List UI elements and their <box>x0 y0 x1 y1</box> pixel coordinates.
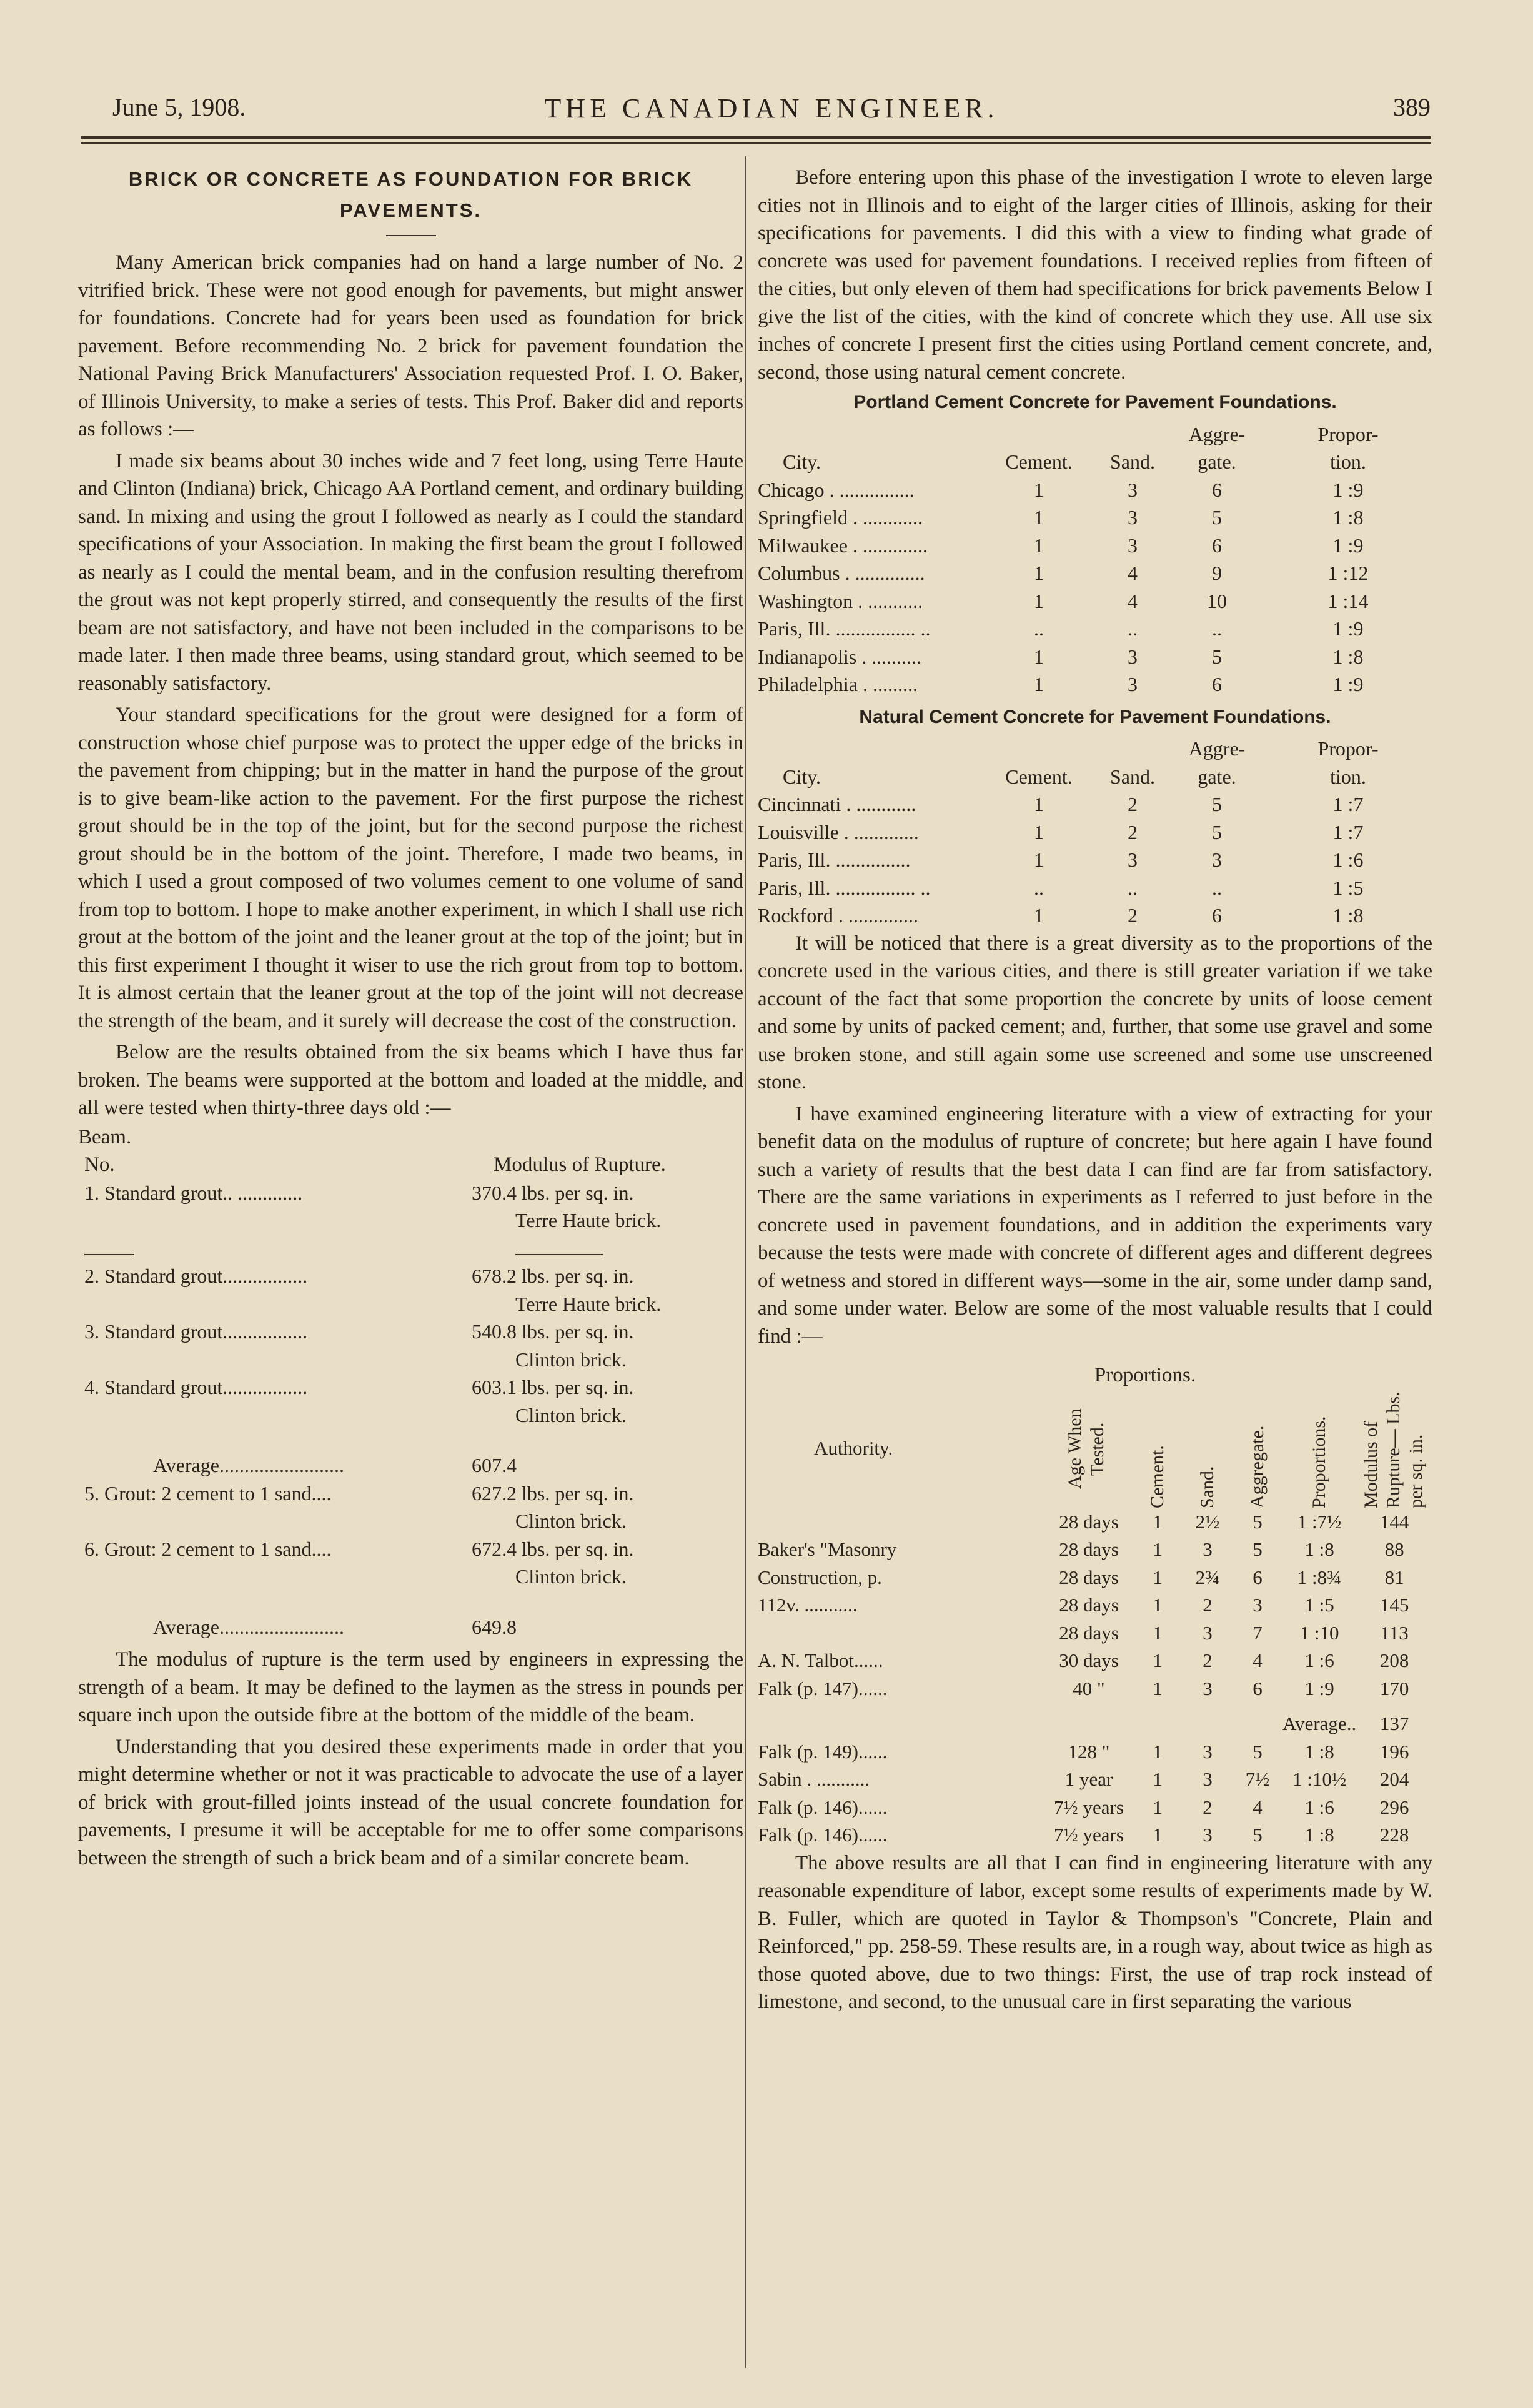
cell-value: 28 days <box>1059 1621 1119 1644</box>
cell-value: 128 " <box>1068 1740 1110 1763</box>
cell-value: 1 <box>1034 904 1044 927</box>
cell-value: 1 <box>1153 1621 1163 1644</box>
row-label: Philadelphia . ......... <box>758 673 918 695</box>
col-head-rot: Age When Tested. <box>1064 1408 1108 1489</box>
cell-value: 1 :5 <box>1332 876 1364 899</box>
beam-value: 678.2 lbs. per sq. in. <box>472 1265 634 1287</box>
table-row <box>758 1794 1432 1822</box>
col-head: tion. <box>1330 765 1366 788</box>
cell-value: 5 <box>1253 1538 1263 1560</box>
table-row <box>758 670 1432 699</box>
cell-value: 1 :7½ <box>1297 1510 1342 1533</box>
beam-table-1 <box>78 1179 743 1641</box>
cell-value: 1 :9 <box>1332 478 1364 501</box>
beam-brick: Clinton brick. <box>515 1403 627 1426</box>
table-row <box>758 1821 1432 1849</box>
col-head-city: City. <box>783 765 821 788</box>
cell-value: 3 <box>1203 1768 1213 1790</box>
cell-value: 7½ years <box>1054 1796 1124 1818</box>
table-row <box>758 1766 1432 1794</box>
cell-value: 113 <box>1380 1621 1409 1644</box>
page-number: 389 <box>1393 93 1431 121</box>
beam-results <box>78 1123 743 1641</box>
journal-title: THE CANADIAN ENGINEER. <box>544 93 999 124</box>
cell-value: 5 <box>1212 793 1222 815</box>
cell-value: 2 <box>1128 904 1138 927</box>
row-label: Paris, Ill. ................ .. <box>758 617 931 640</box>
cell-value: 1 :8 <box>1332 506 1364 529</box>
table-row <box>758 902 1432 930</box>
cell-value: 6 <box>1212 904 1222 927</box>
average-label: Average......................... <box>153 1615 344 1638</box>
cell-value: 1 :9 <box>1332 673 1364 695</box>
paragraph-8: It will be noticed that there is a great diversity as to the proportions of the concrete used in the various cities, and there is still greater variation if we take account of the fact that some proportion the concrete by units of loose cement and some by units of packed cement; and, further, that some use gravel and some use broken stone, and still again some use screened and some use unscreened stone. <box>758 932 1432 1093</box>
cell-value: 5 <box>1253 1740 1263 1763</box>
cell-value: 3 <box>1128 848 1138 871</box>
cell-value: 28 days <box>1059 1510 1119 1533</box>
row-label: Construction, p. <box>758 1566 882 1588</box>
row-label: Milwaukee . ............. <box>758 534 928 557</box>
cell-value: 5 <box>1212 820 1222 843</box>
cell-value: 4 <box>1128 589 1138 612</box>
cell-value: 7½ years <box>1054 1824 1124 1846</box>
col-head-authority: Authority. <box>814 1437 893 1460</box>
row-label: Sabin . ........... <box>758 1768 870 1790</box>
cell-value: 28 days <box>1059 1538 1119 1560</box>
cell-value: .. <box>1128 617 1138 640</box>
cell-value: 28 days <box>1059 1594 1119 1616</box>
col-head: Cement. <box>1005 765 1073 788</box>
cell-value: 2 <box>1203 1649 1213 1671</box>
col-head-top: Aggre- <box>1188 737 1246 760</box>
modulus-table <box>758 1390 1432 1849</box>
cell-value: 170 <box>1379 1677 1409 1699</box>
col-head: Sand. <box>1110 450 1155 473</box>
cell-value: 1 <box>1034 645 1044 668</box>
cell-value: 7 <box>1253 1621 1263 1644</box>
col-head-rot: Proportions. <box>1309 1415 1330 1508</box>
beam-head-3: Modulus of Rupture. <box>494 1153 666 1176</box>
beam-brick: Clinton brick. <box>515 1348 627 1371</box>
article-headline: BRICK OR CONCRETE AS FOUNDATION FOR BRICK PAVEMENTS. <box>128 168 693 221</box>
table-row <box>758 1564 1432 1592</box>
cell-value: 6 <box>1212 673 1222 695</box>
cell-value: 1 :9 <box>1304 1677 1334 1699</box>
beam-value: 672.4 lbs. per sq. in. <box>472 1537 634 1560</box>
cell-value: 1 :10½ <box>1292 1768 1347 1790</box>
cell-value: 1 <box>1153 1677 1163 1699</box>
cell-value: 81 <box>1384 1566 1404 1588</box>
col-head-rot: Cement. <box>1147 1445 1168 1508</box>
cell-value: 3 <box>1128 506 1138 529</box>
table-row <box>758 476 1432 504</box>
header-rule-thin <box>81 142 1431 144</box>
column-divider <box>745 156 746 2368</box>
natural-table-title: Natural Cement Concrete for Pavement Foundations. <box>859 706 1331 727</box>
cell-value: 1 <box>1153 1768 1163 1790</box>
beam-label: 3. Standard grout................. <box>84 1320 308 1343</box>
cell-value: 1 <box>1153 1594 1163 1616</box>
cell-value: 1 <box>1153 1740 1163 1763</box>
cell-value: 88 <box>1384 1538 1404 1560</box>
cell-value: 1 <box>1153 1510 1163 1533</box>
col-head-city: City. <box>783 450 821 473</box>
cell-value: 28 days <box>1059 1566 1119 1588</box>
beam-value: 540.8 lbs. per sq. in. <box>472 1320 634 1343</box>
col-head: tion. <box>1330 450 1366 473</box>
beam-value: 603.1 lbs. per sq. in. <box>472 1376 634 1398</box>
cell-value: 1 <box>1034 478 1044 501</box>
cell-value: 3 <box>1203 1824 1213 1846</box>
row-label: Rockford . .............. <box>758 904 918 927</box>
beam-label: 2. Standard grout................. <box>84 1265 308 1287</box>
cell-value: 6 <box>1212 478 1222 501</box>
paragraph-1: Many American brick companies had on hand a large number of No. 2 vitrified brick. These were not good enough for pavements, but might answer for foundations. Concrete had for years been used as foundation for brick pavement. Before recommending No. 2 brick for pavement foundation the National Paving Brick Manufacturers' Association requested Prof. I. O. Baker, of Illinois University, to make a series of tests. This Prof. Baker did and reports as follows :— <box>78 251 743 440</box>
cell-value: 1 :12 <box>1327 562 1369 584</box>
cell-value: 6 <box>1212 534 1222 557</box>
col-head-top: Aggre- <box>1188 422 1246 445</box>
cell-value: 1 <box>1034 506 1044 529</box>
paragraph-10: The above results are all that I can find in engineering literature with any reasonable expenditure of labor, except some results of experiments made by W. B. Fuller, which are quoted in Taylor & Thompson's "Concrete, Plain and Reinforced," pp. 258-59. These results are, in a rough way, about twice as high as those quoted above, due to two things: First, the use of trap rock instead of limestone, and second, to the unusual care in first separating the various <box>758 1851 1432 2013</box>
cell-value: .. <box>1034 617 1044 640</box>
cell-value: 5 <box>1253 1510 1263 1533</box>
paragraph-5: The modulus of rupture is the term used by engineers in expressing the strength of a beam. It may be defined to the laymen as the stress in pounds per square inch upon the outside fibre at the bottom of the middle of the beam. <box>78 1648 743 1726</box>
cell-value: 1 :6 <box>1332 848 1364 871</box>
table-row <box>758 532 1432 560</box>
cell-value: 1 :10 <box>1299 1621 1339 1644</box>
table-row <box>758 504 1432 532</box>
row-label: Louisville . ............. <box>758 820 919 843</box>
page-header <box>112 92 1431 130</box>
cell-value: 3 <box>1128 534 1138 557</box>
col-head-rot: Modulus of Rupture— Lbs. per sq. in. <box>1361 1391 1427 1508</box>
table3-average-value: 137 <box>1379 1713 1409 1734</box>
cell-value: .. <box>1212 617 1222 640</box>
col-head: Sand. <box>1110 765 1155 788</box>
cell-value: 4 <box>1128 562 1138 584</box>
col-head-rot: Sand. <box>1197 1466 1218 1508</box>
cell-value: 9 <box>1212 562 1222 584</box>
cell-value: 3 <box>1212 848 1222 871</box>
cell-value: 1 year <box>1064 1768 1113 1790</box>
average-value: 607.4 <box>472 1454 517 1476</box>
table-row <box>758 615 1432 643</box>
cell-value: 2 <box>1203 1796 1213 1818</box>
row-label: Columbus . .............. <box>758 562 925 584</box>
cell-value: 1 :8¾ <box>1297 1566 1342 1588</box>
cell-value: 1 <box>1153 1566 1163 1588</box>
cell-value: 5 <box>1212 506 1222 529</box>
right-column <box>758 164 1432 2016</box>
cell-value: 1 <box>1034 793 1044 815</box>
table-row <box>758 559 1432 587</box>
cell-value: 1 <box>1034 534 1044 557</box>
table-row <box>758 1619 1432 1648</box>
table-row <box>758 1508 1432 1536</box>
cell-value: 5 <box>1253 1824 1263 1846</box>
table-row <box>758 1738 1432 1766</box>
row-label <box>758 1619 1045 1648</box>
cell-value: 1 :14 <box>1327 589 1369 612</box>
cell-value: 1 <box>1153 1649 1163 1671</box>
cell-value: 1 <box>1153 1538 1163 1560</box>
beam-brick: Clinton brick. <box>515 1510 627 1532</box>
table-row <box>758 874 1432 902</box>
cell-value: .. <box>1128 876 1138 899</box>
cell-value: 145 <box>1379 1594 1409 1616</box>
cell-value: 4 <box>1253 1796 1263 1818</box>
col-head-top: Propor- <box>1317 422 1379 445</box>
cell-value: 204 <box>1379 1768 1409 1790</box>
paragraph-3: Your standard specifications for the grout were designed for a form of construction whose chief purpose was to protect the upper edge of the bricks in the pavement from chipping; but in the matter in hand the purpose of the grout is to give beam-like action to the pavement. For the first purpose the richest grout should be in the top of the joint, but for the second purpose the richest grout should be in the bottom of the joint. Therefore, I made two beams, in which I used a grout composed of two volumes cement to one volume of sand from top to bottom. I hope to make another experiment, in which I shall use rich grout at the bottom of the joint and the leaner grout at the top of the joint; but in this first experiment I thought it wiser to use the rich grout from top to bottom. It is almost certain that the leaner grout at the top of the joint will not decrease the strength of the beam, and it surely will decrease the cost of the construction. <box>78 704 743 1032</box>
row-label: 112v. ........... <box>758 1594 858 1616</box>
cell-value: 228 <box>1379 1824 1409 1846</box>
cell-value: 1 :8 <box>1332 904 1364 927</box>
cell-value: 1 :5 <box>1304 1594 1334 1616</box>
row-label: Paris, Ill. ................ .. <box>758 876 931 899</box>
cell-value: 208 <box>1379 1649 1409 1671</box>
row-label: Falk (p. 146)...... <box>758 1824 888 1846</box>
cell-value: 1 :7 <box>1332 793 1364 815</box>
row-label: A. N. Talbot...... <box>758 1649 883 1671</box>
cell-value: 6 <box>1253 1677 1263 1699</box>
proportions-group-header: Proportions. <box>1094 1364 1196 1386</box>
row-label: Falk (p. 147)...... <box>758 1677 888 1699</box>
row-label: Falk (p. 146)...... <box>758 1796 888 1818</box>
cell-value: 3 <box>1203 1538 1213 1560</box>
cell-value: 3 <box>1128 673 1138 695</box>
cell-value: 10 <box>1207 589 1227 612</box>
average-label: Average......................... <box>153 1454 344 1476</box>
table-row <box>758 643 1432 671</box>
issue-date: June 5, 1908. <box>112 93 246 121</box>
cell-value: 144 <box>1379 1510 1409 1533</box>
cell-value: 2 <box>1128 793 1138 815</box>
cell-value: 1 :8 <box>1304 1824 1334 1846</box>
portland-table-title: Portland Cement Concrete for Pavement Foundations. <box>853 392 1337 412</box>
cell-value: 1 <box>1153 1824 1163 1846</box>
row-label: Baker's "Masonry <box>758 1538 897 1560</box>
header-rule <box>81 136 1431 139</box>
row-label: Paris, Ill. ............... <box>758 848 911 871</box>
beam-brick: Terre Haute brick. <box>515 1292 662 1315</box>
paragraph-9: I have examined engineering literature with a view of extracting for your benefit data on the modulus of rupture of concrete; but here again I have found such a variety of results that the best data I can find are far from satisfactory. There are the same variations in experiments as I referred to just before in the concrete used in pavement foundations, and in addition the experiments vary because the tests were made with concrete of different ages and different degrees of wetness and stored in different ways—some in the air, some under damp sand, and some under water. Below are some of the most valuable results that I could find :— <box>758 1102 1432 1348</box>
col-head-top: Propor- <box>1317 737 1379 760</box>
beam-label: 4. Standard grout................. <box>84 1376 308 1398</box>
row-label: Falk (p. 149)...... <box>758 1740 888 1763</box>
cell-value: 1 <box>1034 673 1044 695</box>
cell-value: 1 :8 <box>1332 645 1364 668</box>
cell-value: 1 :8 <box>1304 1538 1334 1560</box>
table-row <box>758 1675 1432 1703</box>
table-row <box>758 818 1432 847</box>
cell-value: .. <box>1034 876 1044 899</box>
table-row <box>758 1647 1432 1675</box>
beam-value: 370.4 lbs. per sq. in. <box>472 1181 634 1204</box>
row-label: Chicago . ............... <box>758 478 915 501</box>
cell-value: 3 <box>1203 1740 1213 1763</box>
beam-label: 6. Grout: 2 cement to 1 sand.... <box>84 1537 332 1560</box>
col-head-rot: Aggregate. <box>1247 1425 1268 1508</box>
cell-value: 7½ <box>1245 1768 1270 1790</box>
cell-value: 1 :7 <box>1332 820 1364 843</box>
row-label: Washington . ........... <box>758 589 923 612</box>
natural-cement-table <box>758 735 1432 930</box>
paragraph-2: I made six beams about 30 inches wide and 7 feet long, using Terre Haute and Clinton (Indiana) brick, Chicago AA Portland cement, and ordinary building sand. In mixing and using the grout I followed as nearly as I could the standard specifications of your Association. In making the first beam the grout I followed as nearly as I could the mental beam, and in the confusion resulting therefrom the grout was not kept properly stirred, and consequently the results of the first beam are not satisfactory, and have not been included in the comparisons to be made later. I then made three beams, using standard grout, which seemed to be reasonably satisfactory. <box>78 449 743 695</box>
beam-value: 627.2 lbs. per sq. in. <box>472 1481 634 1505</box>
table-row <box>758 846 1432 874</box>
table-row <box>758 1536 1432 1564</box>
row-label: Cincinnati . ............ <box>758 793 916 815</box>
beam-brick: Clinton brick. <box>515 1565 627 1588</box>
table3-average-label: Average.. <box>1282 1713 1357 1734</box>
cell-value: 1 <box>1034 820 1044 843</box>
row-label <box>758 1508 1045 1536</box>
cell-value: 2 <box>1128 820 1138 843</box>
cell-value: 2¾ <box>1195 1566 1220 1588</box>
cell-value: 3 <box>1128 645 1138 668</box>
beam-label: 5. Grout: 2 cement to 1 sand.... <box>84 1481 332 1505</box>
average-value: 649.8 <box>472 1615 517 1638</box>
portland-cement-table <box>758 420 1432 699</box>
cell-value: 296 <box>1379 1796 1409 1818</box>
cell-value: 4 <box>1253 1649 1263 1671</box>
cell-value: 1 :9 <box>1332 534 1364 557</box>
cell-value: 30 days <box>1059 1649 1119 1671</box>
cell-value: 1 <box>1034 848 1044 871</box>
col-head: gate. <box>1198 450 1236 473</box>
cell-value: 6 <box>1253 1566 1263 1588</box>
headline-rule <box>386 235 436 236</box>
cell-value: .. <box>1212 876 1222 899</box>
cell-value: 5 <box>1212 645 1222 668</box>
cell-value: 2½ <box>1195 1510 1220 1533</box>
beam-head-1: Beam. <box>78 1125 132 1148</box>
cell-value: 1 :9 <box>1332 617 1364 640</box>
cell-value: 1 :6 <box>1304 1796 1334 1818</box>
beam-brick: Terre Haute brick. <box>515 1209 662 1231</box>
beam-label: 1. Standard grout.. ............. <box>84 1181 303 1204</box>
cell-value: 3 <box>1203 1677 1213 1699</box>
cell-value: 1 :6 <box>1304 1649 1334 1671</box>
col-head: Cement. <box>1005 450 1073 473</box>
paragraph-7: Before entering upon this phase of the investigation I wrote to eleven large cities not in Illinois and to eight of the larger cities of Illinois, asking for their specifications for pavements. I did this with a view to finding what grade of concrete was used for pavement foundations. I received replies from fifteen of the cities, but only eleven of them had specifications for brick pavements Below I give the list of the cities, with the kind of concrete which they use. All use six inches of concrete I present first the cities using Portland cement concrete, and, second, those using natural cement concrete. <box>758 166 1432 384</box>
paragraph-6: Understanding that you desired these experiments made in order that you might determine whether or not it was practicable to advocate the use of a layer of brick with grout-filled joints instead of the usual concrete foundation for pavements, I presume it will be acceptable for me to offer some comparisons between the strength of such a brick beam and of a similar concrete beam. <box>78 1735 743 1869</box>
paragraph-4: Below are the results obtained from the six beams which I have thus far broken. The beams were supported at the bottom and loaded at the middle, and all were tested when thirty-three days old :— <box>78 1041 743 1119</box>
row-label: Springfield . ............ <box>758 506 923 529</box>
row-label: Indianapolis . .......... <box>758 645 922 668</box>
table-row <box>758 587 1432 615</box>
left-column <box>78 164 743 1872</box>
beam-head-2: No. <box>84 1153 115 1176</box>
cell-value: 1 <box>1034 589 1044 612</box>
cell-value: 2 <box>1203 1594 1213 1616</box>
cell-value: 3 <box>1128 478 1138 501</box>
cell-value: 3 <box>1253 1594 1263 1616</box>
table-row <box>758 790 1432 818</box>
table-row <box>758 1591 1432 1619</box>
col-head: gate. <box>1198 765 1236 788</box>
cell-value: 40 " <box>1073 1677 1105 1699</box>
cell-value: 196 <box>1379 1740 1409 1763</box>
cell-value: 1 <box>1153 1796 1163 1818</box>
cell-value: 1 :8 <box>1304 1740 1334 1763</box>
cell-value: 1 <box>1034 562 1044 584</box>
cell-value: 3 <box>1203 1621 1213 1644</box>
